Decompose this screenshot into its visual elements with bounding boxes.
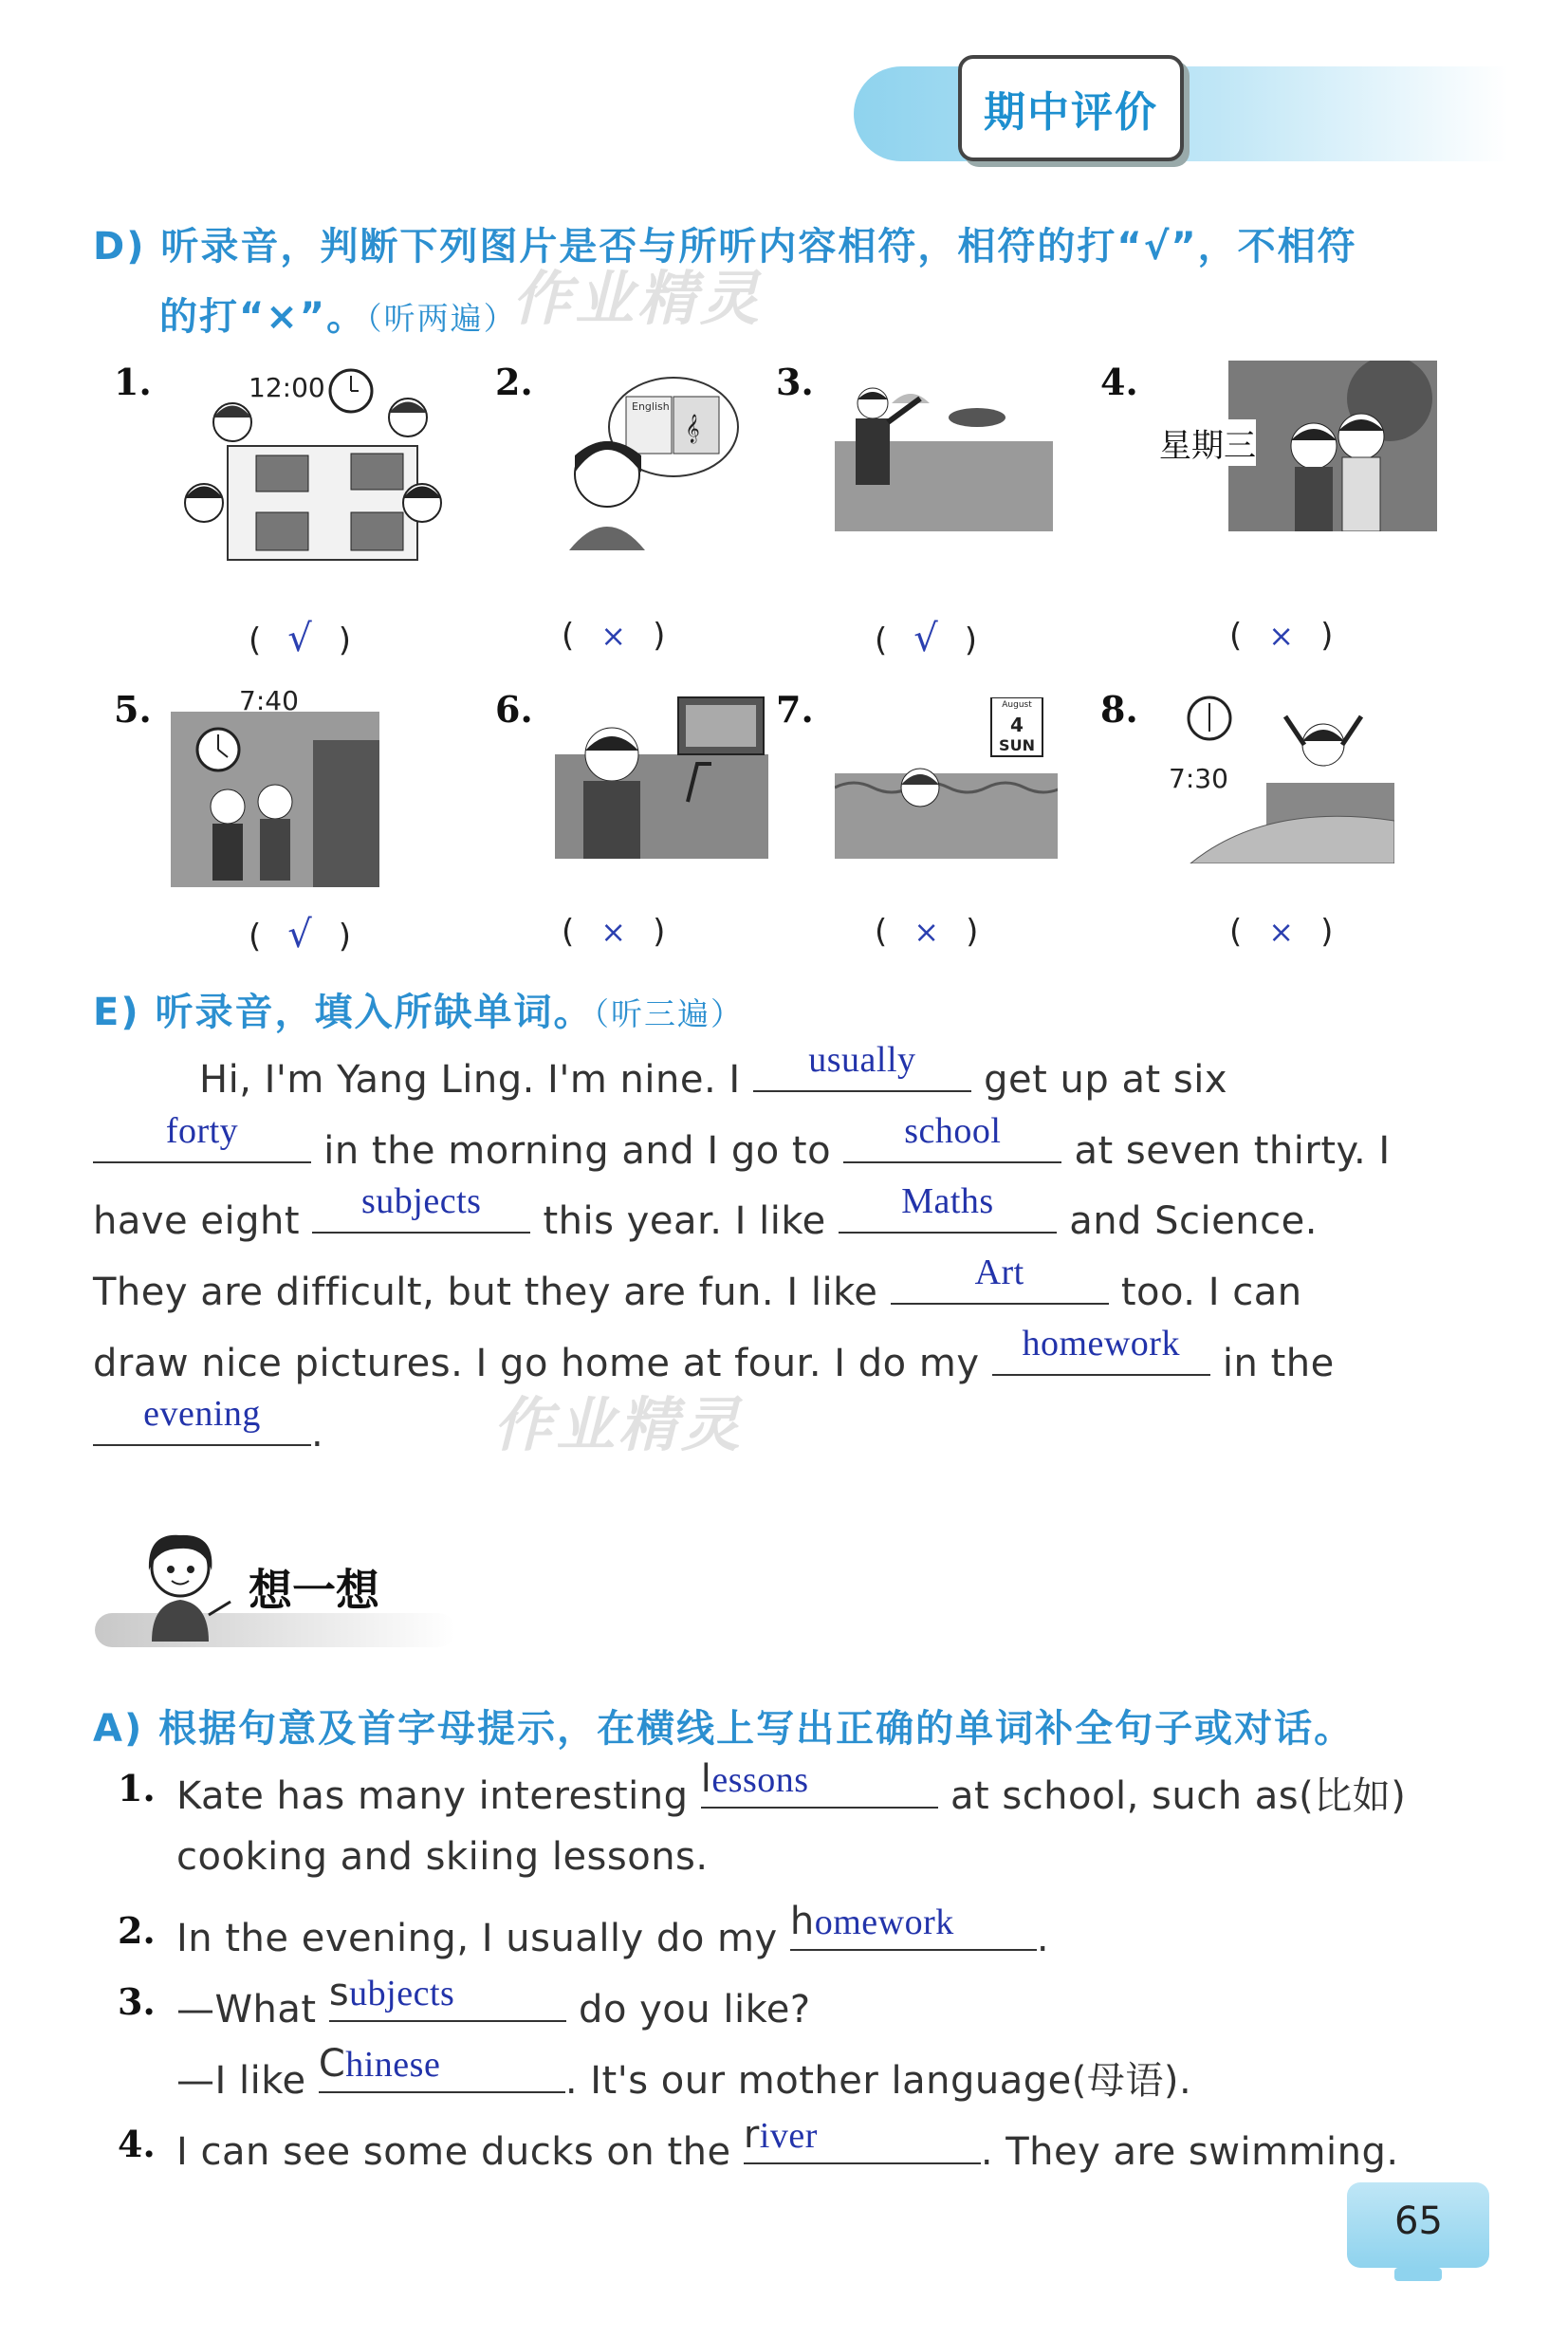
answer-8: ( × ): [1229, 913, 1334, 951]
passage-line-2: forty in the morning and I go to school at seven thirty. I: [93, 1120, 1391, 1173]
blank-usually[interactable]: usually: [753, 1048, 971, 1092]
q1-blank[interactable]: lessons: [701, 1765, 938, 1809]
picture-5-caption: 7:40: [239, 685, 299, 716]
think-title: 想一想: [249, 1565, 379, 1616]
picture-boys-in-park: [1228, 361, 1437, 531]
answer-1: ( √ ): [249, 617, 352, 660]
svg-text:𝄞: 𝄞: [685, 415, 700, 443]
q4-number: 4.: [118, 2123, 156, 2165]
section-d-heading-line1: D) 听录音，判断下列图片是否与所听内容相符，相符的打“√”，不相符: [93, 225, 1357, 269]
q2-number: 2.: [118, 1909, 156, 1952]
section-d-note: （听两遍）: [366, 300, 517, 337]
q1-line-2: cooking and skiing lessons.: [176, 1835, 709, 1879]
q3-line: —What subjects do you like?: [176, 1971, 811, 2032]
answer-2: ( × ): [562, 617, 666, 655]
item-number-4: 4.: [1100, 361, 1138, 403]
passage-line-4: They are difficult, but they are fun. I like Art too. I can: [93, 1252, 1302, 1314]
passage-line-3: have eight subjects this year. I like Maths and Science.: [93, 1181, 1318, 1243]
blank-evening[interactable]: evening: [93, 1402, 311, 1446]
page-number-stand: [1394, 2268, 1442, 2281]
answer-7: ( × ): [875, 913, 979, 951]
calendar-day: 4: [1010, 714, 1024, 736]
teacher-icon: [128, 1528, 232, 1642]
answer-6: ( × ): [562, 913, 666, 951]
q3-line-2: —I like Chinese . It's our mother language(母语).: [176, 2042, 1192, 2103]
q4-line: I can see some ducks on the river . They are swimming.: [176, 2113, 1399, 2174]
picture-1-caption: 12:00: [249, 372, 325, 403]
picture-boy-at-lake: [835, 365, 1053, 531]
picture-8-caption: 7:30: [1169, 763, 1228, 794]
watermark: 作业精灵: [512, 264, 764, 333]
item-number-3: 3.: [776, 361, 814, 403]
watermark: 作业精灵: [493, 1390, 745, 1459]
q3-blank-2[interactable]: Chinese: [319, 2050, 565, 2093]
picture-children-at-door: [171, 712, 379, 887]
answer-4: ( × ): [1229, 617, 1334, 655]
passage-line-1: Hi, I'm Yang Ling. I'm nine. I usually get up at six: [199, 1040, 1228, 1102]
section-e-heading: E) 听录音，填入所缺单词。（听三遍）: [93, 991, 745, 1034]
item-number-6: 6.: [495, 688, 533, 731]
picture-4-caption: 星期三: [1159, 419, 1256, 466]
q4-blank[interactable]: river: [744, 2121, 981, 2164]
calendar-month: August: [1002, 700, 1032, 710]
picture-girl-watching-tv: [555, 688, 768, 859]
q3-number: 3.: [118, 1980, 156, 2023]
page-number: 65: [1394, 2199, 1443, 2243]
blank-subjects[interactable]: subjects: [312, 1190, 530, 1234]
calendar-weekday: SUN: [999, 736, 1035, 754]
blank-homework[interactable]: homework: [992, 1332, 1210, 1376]
picture-2-book-label: English: [632, 400, 670, 413]
passage-line-5: draw nice pictures. I go home at four. I do my homework in the: [93, 1324, 1335, 1385]
picture-girl-thinking: [550, 361, 740, 550]
q1-number: 1.: [118, 1767, 156, 1809]
answer-5: ( √ ): [249, 913, 352, 956]
q2-line: In the evening, I usually do my homework .: [176, 1900, 1050, 1960]
item-number-5: 5.: [114, 688, 152, 731]
q3-blank-1[interactable]: subjects: [329, 1978, 566, 2022]
item-number-7: 7.: [776, 688, 814, 731]
item-number-8: 8.: [1100, 688, 1138, 731]
header-tab: 期中评价: [958, 55, 1184, 161]
section-d-heading-line2: 的打“×”。（听两遍）: [159, 295, 517, 339]
blank-art[interactable]: Art: [891, 1261, 1109, 1305]
section-e-note: （听三遍）: [593, 995, 745, 1032]
blank-school[interactable]: school: [843, 1120, 1061, 1163]
item-number-2: 2.: [495, 361, 533, 403]
q2-blank[interactable]: homework: [790, 1907, 1037, 1951]
q1-line: Kate has many interesting lessons at school, such as(比如): [176, 1757, 1407, 1818]
section-a-heading: A) 根据句意及首字母提示，在横线上写出正确的单词补全句子或对话。: [93, 1707, 1355, 1751]
blank-maths[interactable]: Maths: [839, 1190, 1057, 1234]
blank-forty[interactable]: forty: [93, 1120, 311, 1163]
passage-line-6: evening .: [93, 1402, 323, 1456]
item-number-1: 1.: [114, 361, 152, 403]
answer-3: ( √ ): [875, 617, 978, 660]
